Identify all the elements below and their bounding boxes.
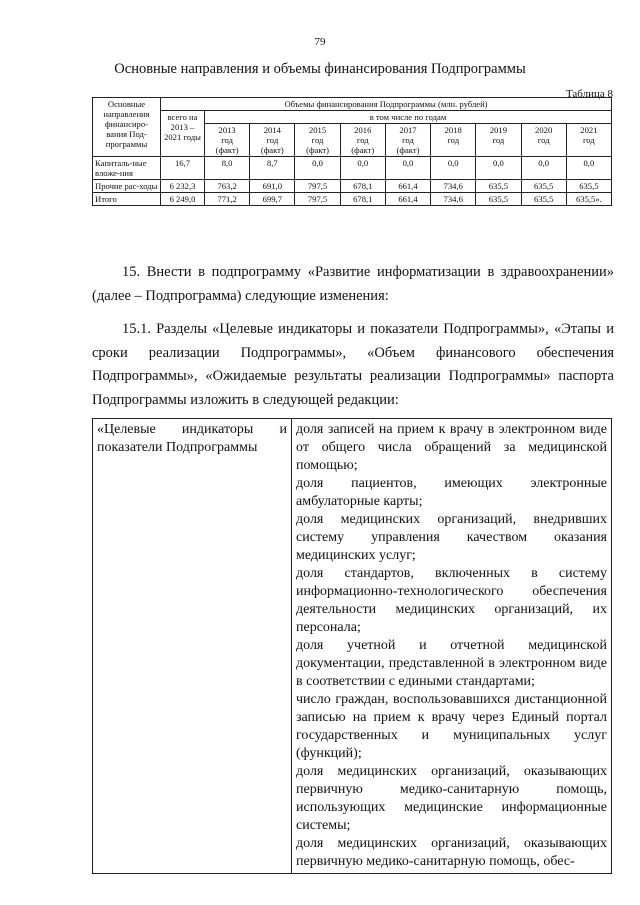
year-header-2014 — [250, 124, 295, 157]
table-label: Таблица 8 — [565, 88, 613, 100]
year-header-a: год — [447, 135, 460, 145]
header-total: всего на 2013 – 2021 годы — [161, 111, 205, 157]
row-value: 635,5 — [476, 193, 521, 206]
row-value: 678,1 — [340, 193, 385, 206]
indicator-item: доля учетной и отчетной медицинской документации, представленной в электронном виде в соответствии с едиными стандартами; — [296, 638, 607, 689]
indicator-item: число граждан, воспользовавшихся дистанционной записью на прием к врачу через Единый портал государственных и муниципальных услуг (функций); — [296, 692, 607, 761]
indicator-item: доля пациентов, имеющих электронные амбулаторные карты; — [296, 476, 607, 509]
table-row — [93, 180, 612, 193]
year-header-2016 — [340, 124, 385, 157]
row-value: 734,6 — [431, 193, 476, 206]
year-header-a: год — [492, 135, 505, 145]
indicator-item: доля медицинских организаций, внедривших систему управления качеством оказания медицинских услуг; — [296, 512, 607, 563]
row-value: 635,5 — [521, 180, 566, 193]
row-value: 8,7 — [250, 157, 295, 180]
row-value: 0,0 — [476, 157, 521, 180]
year-header-a: год — [221, 135, 233, 145]
paragraph-15: 15. Внести в подпрограмму «Развитие информатизации в здравоохранении» (далее – Подпрограмма) следующие изменения: — [92, 264, 614, 304]
header-by-year: в том числе по годам — [205, 111, 612, 124]
row-value: 0,0 — [566, 157, 611, 180]
year-header-y: 2019 — [489, 125, 508, 135]
row-value: 699,7 — [250, 193, 295, 206]
row-value: 0,0 — [521, 157, 566, 180]
row-value: 635,5 — [521, 193, 566, 206]
row-value: 661,4 — [385, 193, 430, 206]
year-header-2017 — [385, 124, 430, 157]
year-header-2015 — [295, 124, 340, 157]
year-header-b: (факт) — [260, 145, 284, 155]
year-header-2018 — [431, 124, 476, 157]
row-value: 661,4 — [385, 180, 430, 193]
row-value: 797,5 — [295, 193, 340, 206]
year-header-y: 2014 — [263, 125, 281, 135]
year-header-a: год — [266, 135, 279, 145]
year-header-a: год — [311, 135, 324, 145]
year-header-b: (факт) — [215, 145, 239, 155]
year-header-y: 2018 — [444, 125, 462, 135]
row-label: Итого — [93, 193, 161, 206]
row-value: 0,0 — [385, 157, 430, 180]
row-label: Прочие рас-ходы — [93, 180, 161, 193]
row-label: Капиталь-ные вложе-ния — [93, 157, 161, 180]
passport-section-content — [292, 419, 612, 874]
financing-table-body — [93, 157, 612, 206]
year-header-y: 2013 — [218, 125, 236, 135]
year-header-2013 — [205, 124, 250, 157]
year-header-y: 2021 — [580, 125, 598, 135]
passport-table — [92, 418, 612, 874]
row-total: 16,7 — [161, 157, 205, 180]
year-header-y: 2015 — [308, 125, 327, 135]
year-header-a: год — [356, 135, 369, 145]
year-header-a: год — [583, 135, 595, 145]
year-header-a: год — [402, 135, 414, 145]
year-header-2021 — [566, 124, 611, 157]
year-header-b: (факт) — [396, 145, 420, 155]
year-header-y: 2017 — [399, 125, 417, 135]
row-value: 763,2 — [205, 180, 250, 193]
year-header-y: 2020 — [535, 125, 553, 135]
row-value: 635,5 — [476, 180, 521, 193]
table-row — [93, 193, 612, 206]
row-value: 771,2 — [205, 193, 250, 206]
indicator-item: доля стандартов, включенных в систему информационно-технологического обеспечения деятельности медицинских организаций, их персонала; — [296, 566, 607, 635]
table-row — [93, 157, 612, 180]
row-value: 0,0 — [295, 157, 340, 180]
row-total: 6 249,0 — [161, 193, 205, 206]
indicator-item: доля медицинских организаций, оказывающих первичную медико-санитарную помощь, обес- — [296, 836, 607, 869]
page-number: 79 — [314, 36, 326, 48]
row-value: 635,5 — [566, 180, 611, 193]
indicator-item: доля медицинских организаций, оказывающих первичную медико-санитарную помощь, использующих медицинские информационные системы; — [296, 764, 607, 833]
header-volumes: Объемы финансирования Подпрограммы (млн. рублей) — [161, 98, 612, 111]
row-value: 635,5». — [566, 193, 611, 206]
header-main-directions: Основные направления финансиро-вания Под-программы — [93, 98, 161, 157]
row-value: 691,0 — [250, 180, 295, 193]
passport-section-label: «Целевые индикаторы и показатели Подпрограммы — [93, 419, 292, 874]
row-value: 8,0 — [205, 157, 250, 180]
row-value: 678,1 — [340, 180, 385, 193]
row-value: 734,6 — [431, 180, 476, 193]
year-header-y: 2016 — [354, 125, 372, 135]
year-header-a: год — [537, 135, 550, 145]
paragraph-15-1: 15.1. Разделы «Целевые индикаторы и показатели Подпрограммы», «Этапы и сроки реализации Подпрограммы», «Объем финансового обеспечения Подпрограммы», «Ожидаемые результаты реализации Подпрограммы» паспорта Подпрограммы изложить в следующей редакции: — [92, 321, 614, 408]
year-header-2019 — [476, 124, 521, 157]
year-header-b: (факт) — [351, 145, 375, 155]
financing-table — [92, 97, 612, 206]
row-total: 6 232,3 — [161, 180, 205, 193]
row-value: 0,0 — [431, 157, 476, 180]
year-header-b: (факт) — [306, 145, 330, 155]
row-value: 0,0 — [340, 157, 385, 180]
document-title: Основные направления и объемы финансирования Подпрограммы — [114, 61, 526, 77]
year-header-2020 — [521, 124, 566, 157]
row-value: 797,5 — [295, 180, 340, 193]
indicator-item: доля записей на прием к врачу в электронном виде от общего числа обращений за медицинской помощью; — [296, 422, 607, 473]
